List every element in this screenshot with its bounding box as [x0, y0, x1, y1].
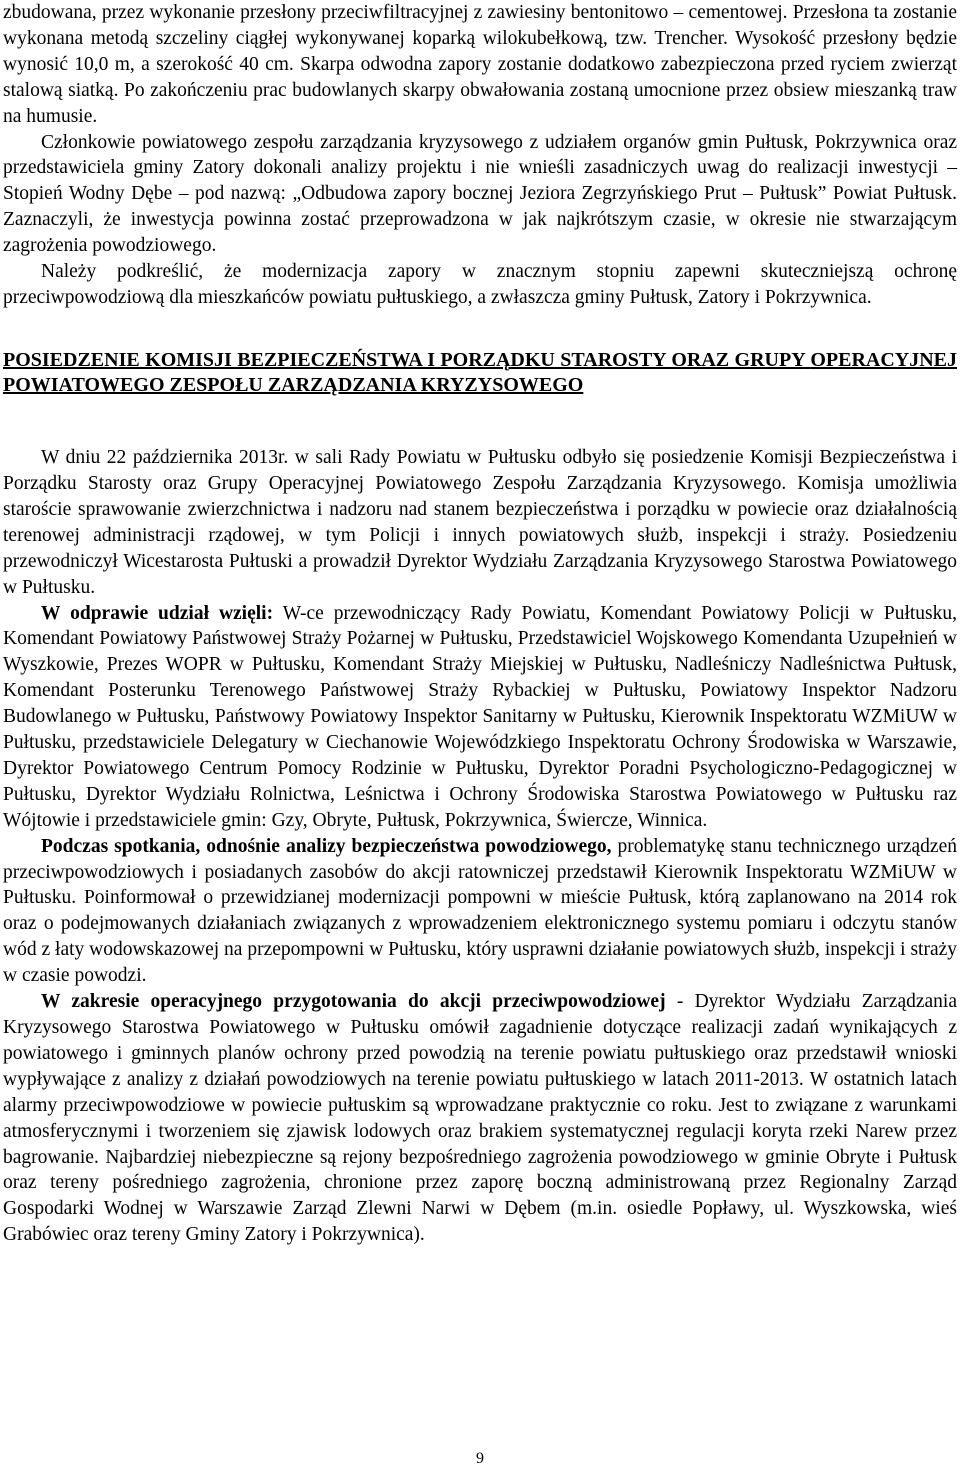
paragraph-emphasis: Należy podkreślić, że modernizacja zapory w znacznym stopniu zapewni skuteczniejszą ochronę przeciwpowodziową dla mieszkańców powiatu pułtuskiego, a zwłaszcza gminy Pułtusk, Zatory i Pokrzywnica. — [3, 261, 957, 308]
participants-lead: W odprawie udział wzięli: — [41, 602, 274, 624]
paragraph-meeting: W dniu 22 października 2013r. w sali Rady Powiatu w Pułtusku odbyło się posiedzenie Komisji Bezpieczeństwa i Porządku Starosty oraz Grupy Operacyjnej Powiatowego Zespołu Zarządzania Kryzysowego. Komisja umożliwia staroście sprawowanie zwierzchnictwa i nadzoru nad stanem bezpieczeństwa i porządku w powiecie oraz działalnością terenowej administracji rządowej, w tym Policji i innych powiatowych służb, inspekcji i straży. Posiedzeniu przewodniczył Wicestarosta Pułtuski a prowadził Dyrektor Wydziału Zarządzania Kryzysowego Starostwa Powiatowego w Pułtusku. — [3, 447, 957, 598]
operational-lead: W zakresie operacyjnego przygotowania do akcji przeciwpowodziowej — [41, 991, 666, 1013]
operational-text: - Dyrektor Wydziału Zarządzania Kryzysowego Starostwa Powiatowego w Pułtusku omówił zagadnienie dotyczące realizacji zadań wynikających z powiatowego i gminnych planów ochrony przed powodzią na terenie powiatu pułtuskiego oraz przedstawił wnioski wypływające z analizy z działań powodziowych na terenie powiatu pułtuskiego w latach 2011-2013. W ostatnich latach alarmy przeciwpowodziowe w powiecie pułtuskim są wprowadzane praktycznie co roku. Jest to związane z warunkami atmosferycznymi i tworzeniem się zjawisk lodowych oraz brakiem systematycznej regulacji koryta rzeki Narew przez bagrowanie. Najbardziej niebezpieczne są rejony bezpośredniego zagrożenia powodziowego w gminie Obryte i Pułtusk oraz tereny pośredniego zagrożenia, chronione przez zaporę boczną administrowaną przez Regionalny Zarząd Gospodarki Wodnej w Warszawie Zarząd Zlewni Narwi w Dębem (m.in. osiedle Popławy, ul. Wyszkowska, wieś Grabówiec oraz tereny Gminy Zatory i Pokrzywnica). — [3, 991, 957, 1246]
page-number: 9 — [476, 1450, 484, 1467]
paragraph-participants — [3, 601, 957, 834]
section-heading-line1: POSIEDZENIE KOMISJI BEZPIECZEŃSTWA I PORZĄDKU STAROSTY ORAZ GRUPY — [3, 348, 805, 371]
flood-safety-text: problematykę stanu technicznego urządzeń przeciwpowodziowych i posiadanych zasobów do akcji ratowniczej przedstawił Kierownik Inspektoratu WZMiUW w Pułtusku. Poinformował o przewidzianej modernizacji pompowni w mieście Pułtusk, którą zaplanowano na 2014 rok oraz o podejmowanych działaniach związanych z wprowadzeniem elektronicznego systemu pomiaru i odczytu stanów wód z łaty wodowskazowej na przepompowni w Pułtusku, który usprawni działanie powiatowych służb, inspekcji i straży w czasie powodzi. — [3, 835, 957, 987]
section-heading — [3, 348, 957, 399]
paragraph-operational — [3, 989, 957, 1248]
document-page — [3, 0, 957, 1248]
paragraph-members: Członkowie powiatowego zespołu zarządzania kryzysowego z udziałem organów gmin Pułtusk, Pokrzywnica oraz przedstawiciela gminy Zatory dokonali analizy projektu i nie wnieśli zasadniczych uwag do realizacji inwestycji – Stopień Wodny Dębe – pod nazwą: „Odbudowa zapory bocznej Jeziora Zegrzyńskiego Prut – Pułtusk” Powiat Pułtusk. Zaznaczyli, że inwestycja powinna zostać przeprowadzona w jak najkrótszym czasie, w okresie nie stwarzającym zagrożenia powodziowego. — [3, 131, 957, 257]
paragraph-flood-safety — [3, 834, 957, 989]
paragraph-continuation: zbudowana, przez wykonanie przesłony przeciwfiltracyjnej z zawiesiny bentonitowo – cementowej. Przesłona ta zostanie wykonana metodą szczeliny ciągłej wykonywanej koparką wilokubełkową, tzw. Trencher. Wysokość przesłony będzie wynosić 10,0 m, a szerokość 40 cm. Skarpa odwodna zapory zostanie dodatkowo zabezpieczona przed ryciem zwierząt stalową siatką. Po zakończeniu prac budowlanych skarpy obwałowania zostaną umocnione przez obsiew mieszanką traw na humusie. — [3, 2, 957, 127]
flood-safety-lead: Podczas spotkania, odnośnie analizy bezpieczeństwa powodziowego, — [41, 835, 612, 857]
section-heading-line2: OPERACYJNEJ POWIATOWEGO ZESPOŁU ZARZĄDZANIA KRYZYSOWEGO — [3, 348, 958, 397]
participants-text: W-ce przewodniczący Rady Powiatu, Komendant Powiatowy Policji w Pułtusku, Komendant Powiatowy Państwowej Straży Pożarnej w Pułtusku, Przedstawiciel Wojskowego Komendanta Uzupełnień w Wyszkowie, Prezes WOPR w Pułtusku, Komendant Straży Miejskiej w Pułtusku, Nadleśniczy Nadleśnictwa Pułtusk, Komendant Posterunku Terenowego Państwowej Straży Rybackiej w Pułtusku, Powiatowy Inspektor Nadzoru Budowlanego w Pułtusku, Państwowy Powiatowy Inspektor Sanitarny w Pułtusku, Kierownik Inspektoratu WZMiUW w Pułtusku, przedstawiciele Delegatury w Ciechanowie Wojewódzkiego Inspektoratu Ochrony Środowiska w Warszawie, Dyrektor Powiatowego Centrum Pomocy Rodzinie w Pułtusku, Dyrektor Poradni Psychologiczno-Pedagogicznej w Pułtusku, Dyrektor Wydziału Rolnictwa, Leśnictwa i Ochrony Środowiska Starostwa Powiatowego w Pułtusku raz Wójtowie i przedstawiciele gmin: Gzy, Obryte, Pułtusk, Pokrzywnica, Świercze, Winnica. — [3, 602, 957, 831]
